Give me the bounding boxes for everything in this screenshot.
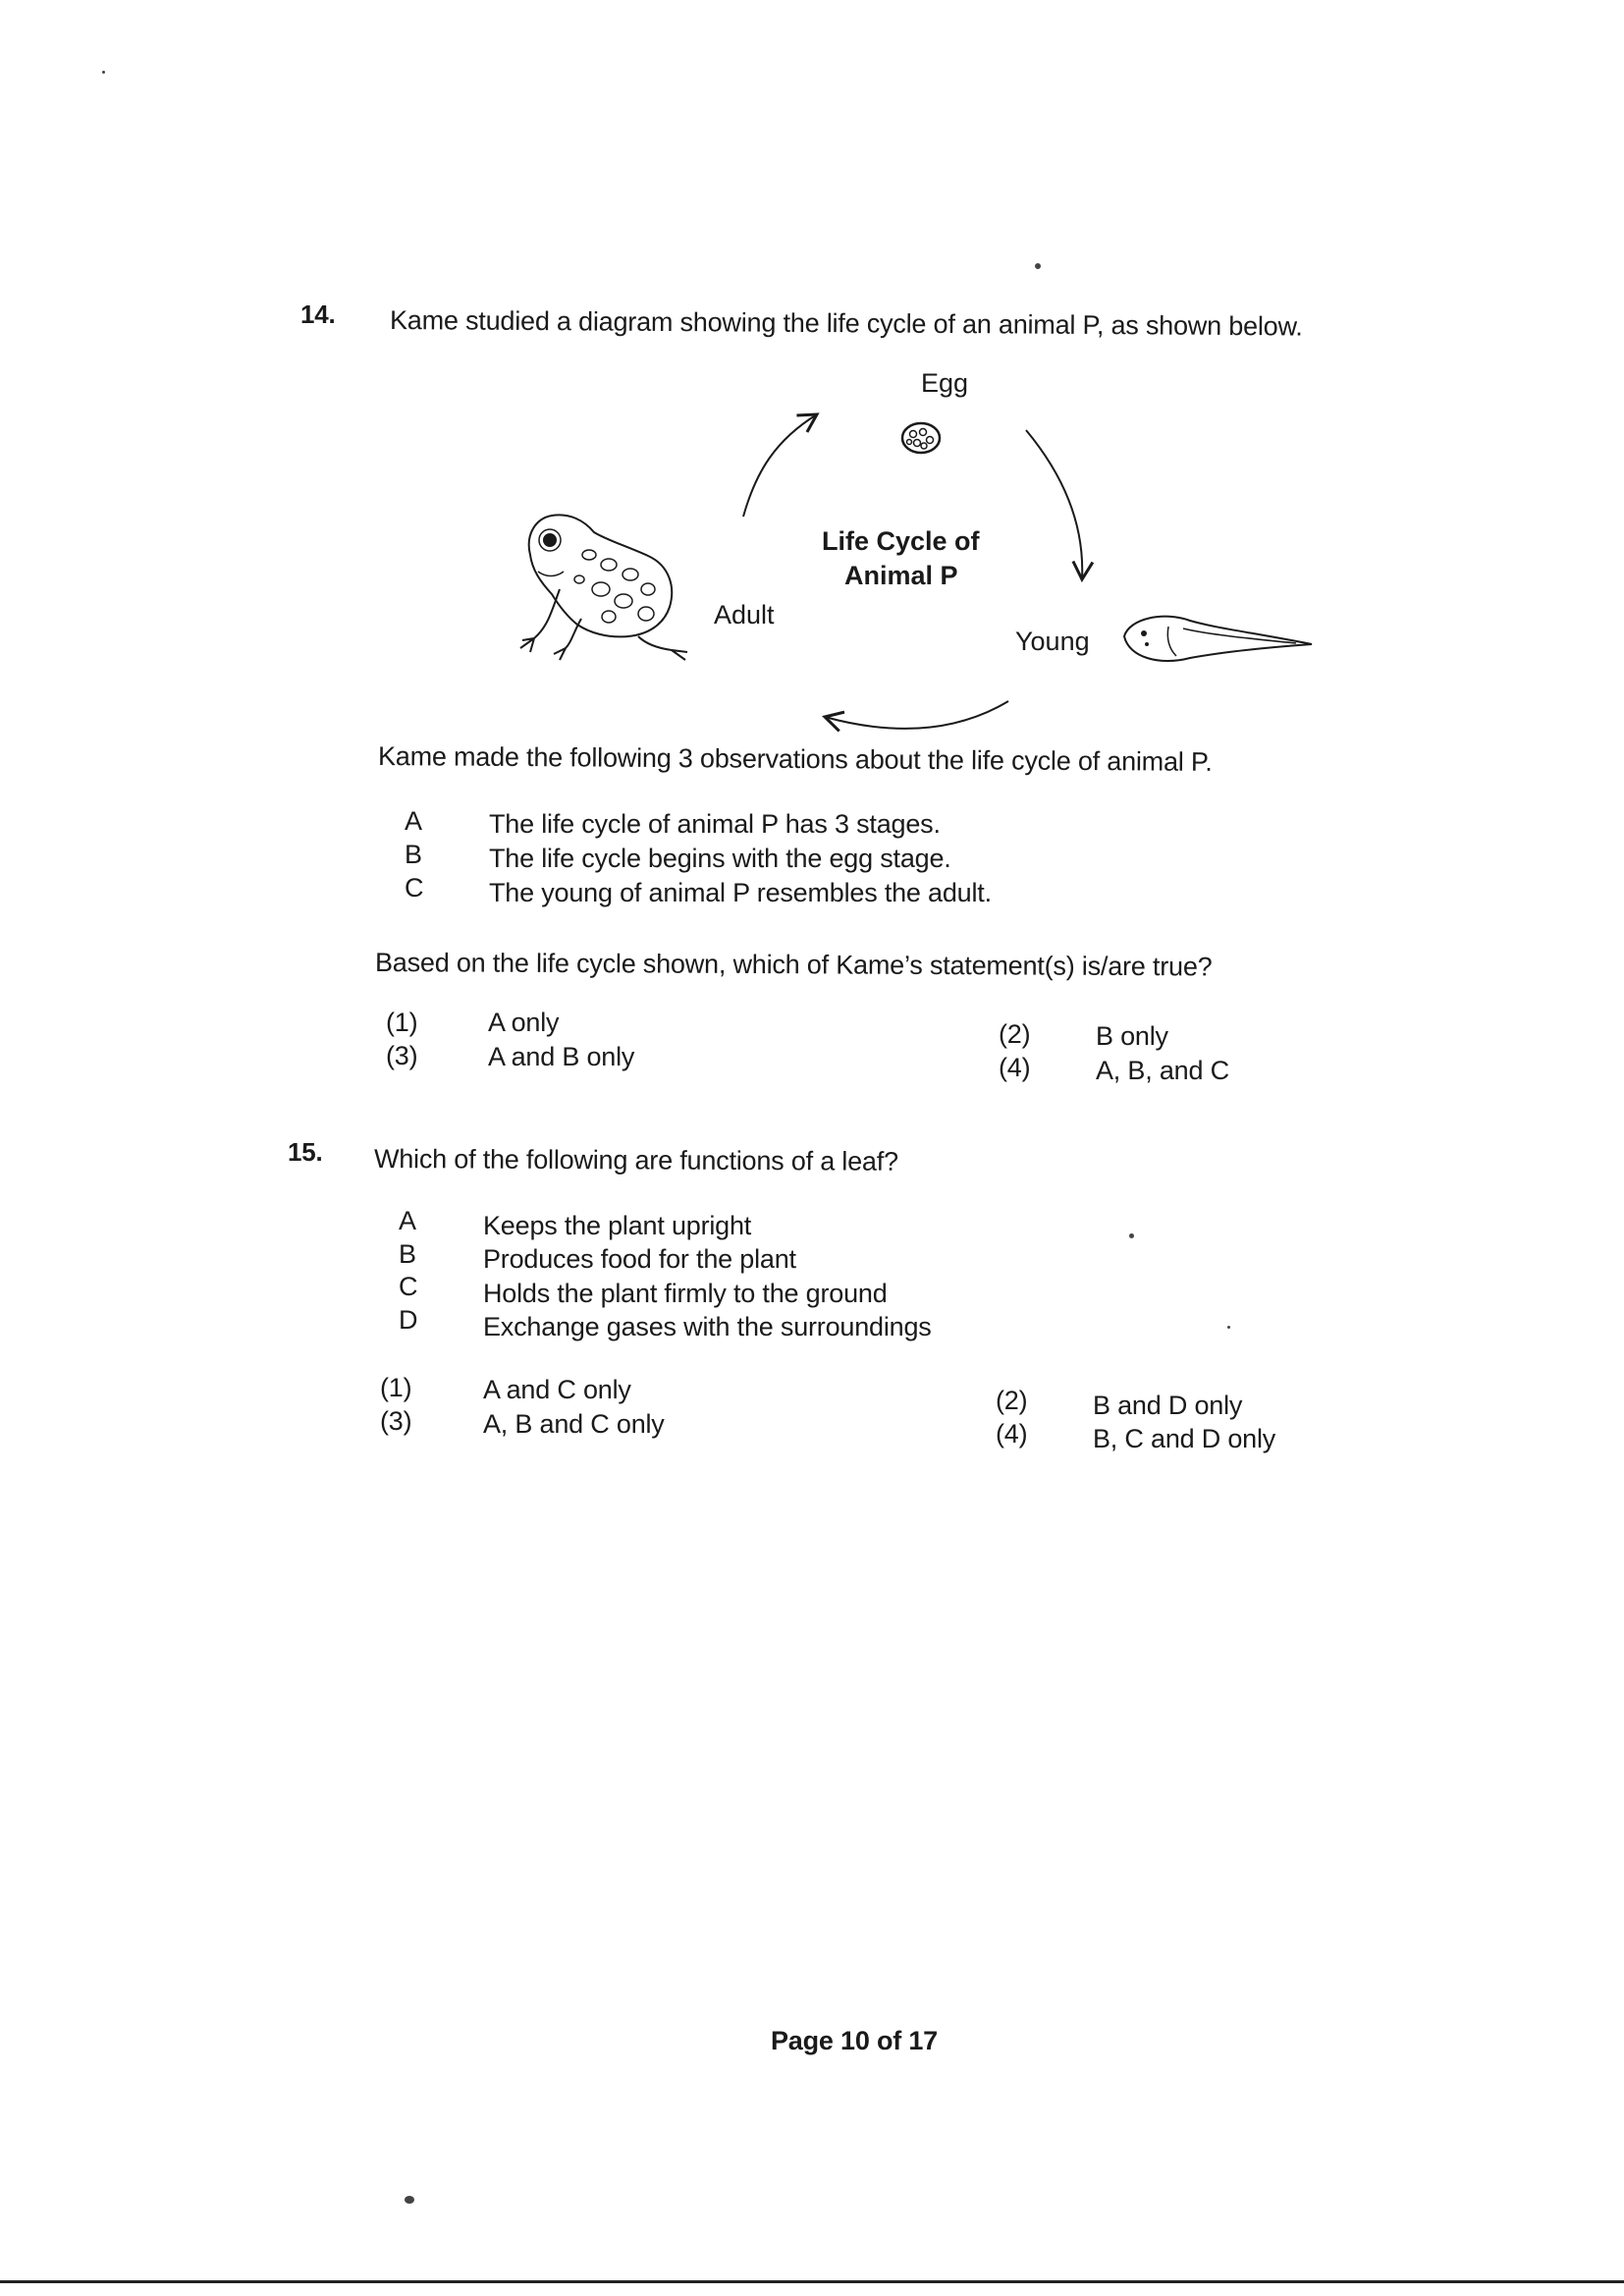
q15-statement-text: Exchange gases with the surroundings: [483, 1312, 932, 1341]
question-15-number: 15.: [288, 1137, 323, 1167]
arrow-adult-to-egg: [743, 414, 817, 517]
egg-icon: [902, 423, 940, 453]
question-14-prompt: Based on the life cycle shown, which of Kame’s statement(s) is/are true?: [374, 948, 1213, 982]
page-bottom-rule: [0, 2280, 1624, 2283]
arrow-young-to-adult: [825, 701, 1008, 729]
q15-option-text: B, C and D only: [1093, 1424, 1276, 1453]
q14-statement-letter: A: [405, 806, 422, 836]
scan-speck: [1035, 263, 1041, 269]
q15-statement-text: Holds the plant firmly to the ground: [483, 1279, 888, 1308]
q15-statement-letter: D: [399, 1305, 418, 1335]
life-cycle-svg: [491, 354, 1355, 746]
page-number: Page 10 of 17: [771, 2026, 938, 2055]
q15-option-number: (1): [380, 1373, 412, 1402]
scan-speck: [1227, 1326, 1230, 1329]
q14-option-text: A, B, and C: [1096, 1056, 1229, 1085]
arrow-egg-to-young: [1026, 430, 1082, 579]
q15-option-text: B and D only: [1093, 1391, 1243, 1420]
q15-statement-text: Produces food for the plant: [483, 1244, 796, 1274]
question-14-number: 14.: [300, 300, 336, 329]
q14-statement-text: The young of animal P resembles the adult.: [489, 878, 992, 907]
q14-option-number: (4): [999, 1053, 1031, 1082]
question-14-lead: Kame made the following 3 observations about the life cycle of animal P.: [377, 741, 1213, 777]
stage-adult-label: Adult: [714, 600, 775, 629]
q14-option-text: A only: [488, 1008, 560, 1037]
q14-statement-text: The life cycle of animal P has 3 stages.: [489, 809, 941, 839]
q15-option-number: (3): [380, 1406, 412, 1436]
question-14-stem: Kame studied a diagram showing the life cycle of an animal P, as shown below.: [389, 305, 1303, 342]
frog-icon: [520, 515, 687, 660]
scan-speck: [102, 71, 105, 74]
q14-statement-letter: C: [405, 873, 424, 902]
q14-statement-letter: B: [405, 840, 422, 869]
q15-option-text: A, B and C only: [483, 1409, 665, 1439]
q15-statement-letter: C: [399, 1272, 418, 1301]
q15-option-number: (2): [996, 1386, 1028, 1415]
scan-speck: [405, 2196, 414, 2204]
q15-option-text: A and C only: [483, 1375, 631, 1404]
stage-young-label: Young: [1015, 627, 1090, 656]
stage-egg-label: Egg: [921, 368, 969, 398]
q14-option-number: (3): [386, 1041, 418, 1070]
diagram-title-line2: Animal P: [844, 561, 958, 590]
q14-option-text: B only: [1096, 1021, 1168, 1051]
tadpole-icon: [1124, 617, 1312, 661]
q15-statement-letter: A: [399, 1206, 416, 1235]
q15-statement-text: Keeps the plant upright: [483, 1211, 752, 1240]
q14-option-number: (2): [999, 1019, 1031, 1049]
diagram-title-line1: Life Cycle of: [822, 526, 980, 556]
scan-speck: [1129, 1233, 1134, 1238]
q14-statement-text: The life cycle begins with the egg stage.: [489, 844, 951, 873]
q15-option-number: (4): [996, 1419, 1028, 1449]
question-15-stem: Which of the following are functions of a leaf?: [373, 1144, 898, 1176]
life-cycle-diagram: [491, 354, 1355, 746]
q15-statement-letter: B: [399, 1239, 416, 1269]
q14-option-text: A and B only: [488, 1042, 635, 1071]
q14-option-number: (1): [386, 1008, 418, 1037]
